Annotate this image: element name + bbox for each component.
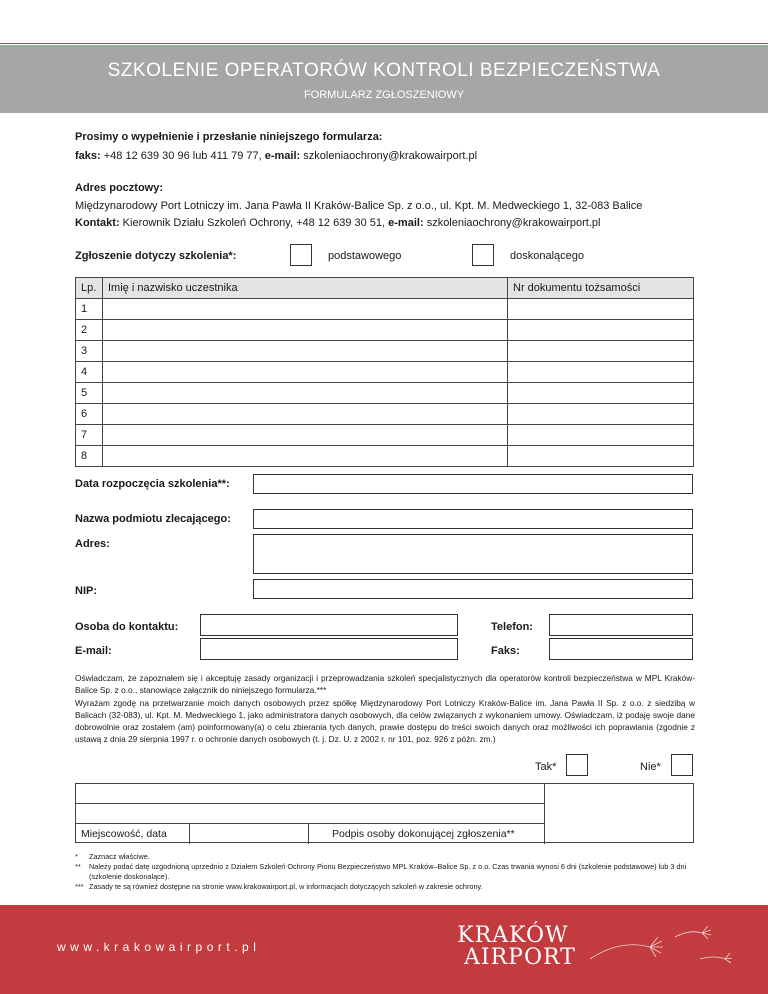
name-cell[interactable]	[103, 446, 508, 467]
basic-training-label: podstawowego	[328, 250, 402, 262]
name-cell[interactable]	[103, 383, 508, 404]
footnote-2-mark: **	[75, 862, 81, 871]
footnote-3	[75, 882, 697, 892]
email-field-label: E-mail:	[75, 645, 112, 657]
footnote-1-text: Zaznacz właściwe.	[89, 852, 150, 861]
row-number: 6	[76, 404, 103, 425]
signature-row[interactable]	[76, 804, 544, 824]
consent-yes-checkbox[interactable]	[566, 754, 588, 776]
advanced-training-checkbox[interactable]	[472, 244, 494, 266]
signature-block	[75, 783, 694, 843]
email-link[interactable]: szkoleniaochrony@krakowairport.pl	[303, 150, 478, 162]
row-number: 7	[76, 425, 103, 446]
dandelion-seeds-icon	[580, 919, 740, 979]
name-cell[interactable]	[103, 320, 508, 341]
phone-field[interactable]	[549, 614, 693, 636]
table-row	[76, 425, 694, 446]
footnote-3-text: Zasady te są również dostępne na stronie www.krakowairport.pl, w informacjach dotyczących szkoleń w zakresie ochrony.	[89, 882, 483, 891]
training-label: Zgłoszenie dotyczy szkolenia*:	[75, 250, 237, 262]
name-cell[interactable]	[103, 341, 508, 362]
signature-divider	[544, 784, 545, 844]
name-cell[interactable]	[103, 404, 508, 425]
contact-person-label: Osoba do kontaktu:	[75, 621, 179, 633]
postal-contact	[75, 216, 601, 231]
document-cell[interactable]	[508, 341, 694, 362]
row-number: 5	[76, 383, 103, 404]
fax-field-label: Faks:	[491, 645, 520, 657]
table-row	[76, 341, 694, 362]
basic-training-checkbox[interactable]	[290, 244, 312, 266]
intro-contact	[75, 149, 477, 164]
document-cell[interactable]	[508, 425, 694, 446]
table-row	[76, 404, 694, 425]
address-label: Adres:	[75, 538, 110, 550]
email-label: e-mail:	[388, 217, 424, 229]
contact-value: Kierownik Działu Szkoleń Ochrony, +48 12 639 30 51,	[122, 217, 386, 229]
col-document: Nr dokumentu tożsamości	[508, 278, 694, 299]
table-row	[76, 299, 694, 320]
place-date-divider	[189, 824, 190, 844]
footnote-1-mark: *	[75, 852, 78, 861]
sign-divider	[308, 824, 309, 844]
declaration-rules: Oświadczam, że zapoznałem się i akceptuję zasady organizacji i przeprowadzania szkoleń specjalistycznych dla operatorów kontroli bezpieczeństwa w MPL Kraków-Balice Sp. z o.o., stanowiące załącznik do niniejszego formularza.***	[75, 673, 695, 695]
fax-label: faks:	[75, 150, 101, 162]
fax-field[interactable]	[549, 638, 693, 660]
document-cell[interactable]	[508, 446, 694, 467]
company-label: Nazwa podmiotu zlecającego:	[75, 513, 231, 525]
name-cell[interactable]	[103, 299, 508, 320]
email-label: e-mail:	[264, 150, 301, 162]
start-date-field[interactable]	[253, 474, 693, 494]
page-footer	[0, 905, 768, 994]
row-number: 1	[76, 299, 103, 320]
nip-field[interactable]	[253, 579, 693, 599]
col-lp: Lp.	[76, 278, 103, 299]
footnote-3-mark: ***	[75, 882, 84, 891]
fax-value: +48 12 639 30 96 lub 411 79 77,	[103, 150, 262, 162]
krakow-airport-logo	[450, 925, 576, 969]
document-cell[interactable]	[508, 362, 694, 383]
form-title: SZKOLENIE OPERATORÓW KONTROLI BEZPIECZEŃSTWA	[107, 60, 661, 81]
postal-address: Międzynarodowy Port Lotniczy im. Jana Pawła II Kraków-Balice Sp. z o.o., ul. Kpt. M. Medweckiego 1, 32-083 Balice	[75, 200, 643, 212]
form-header	[0, 45, 768, 113]
consent-yes-label: Tak*	[535, 761, 557, 773]
row-number: 8	[76, 446, 103, 467]
table-row	[76, 446, 694, 467]
advanced-training-label: doskonalącego	[510, 250, 585, 262]
contact-label: Kontakt:	[75, 217, 120, 229]
place-date-label: Miejscowość, data	[81, 828, 167, 840]
phone-label: Telefon:	[491, 621, 533, 633]
document-cell[interactable]	[508, 320, 694, 341]
footnote-2	[75, 862, 697, 882]
row-number: 4	[76, 362, 103, 383]
contact-person-field[interactable]	[200, 614, 458, 636]
consent-no-label: Nie*	[640, 761, 661, 773]
signature-label: Podpis osoby dokonującej zgłoszenia**	[332, 828, 515, 840]
logo-line-2: AIRPORT	[464, 945, 576, 970]
row-number: 3	[76, 341, 103, 362]
logo-line-1: KRAKÓW	[457, 923, 569, 948]
table-row	[76, 383, 694, 404]
name-cell[interactable]	[103, 362, 508, 383]
footnote-2-text: Należy podać datę uzgodnioną uprzednio z Działem Szkoleń Ochrony Pionu Bezpieczeństwo MPL Kraków–Balice Sp. z o.o. Czas trwania wynosi 6 dni (szkolenie podstawowe) lub 3 dni (szkolenie doskonalące).	[89, 862, 687, 881]
top-rule	[0, 0, 768, 44]
address-field[interactable]	[253, 534, 693, 574]
website-link[interactable]: www.krakowairport.pl	[57, 940, 261, 954]
participants-table	[75, 277, 694, 467]
table-row	[76, 362, 694, 383]
nip-label: NIP:	[75, 585, 97, 597]
postal-label: Adres pocztowy:	[75, 182, 164, 194]
email-link[interactable]: szkoleniaochrony@krakowairport.pl	[426, 217, 601, 229]
document-cell[interactable]	[508, 383, 694, 404]
signature-row[interactable]	[76, 784, 544, 804]
intro-text: Prosimy o wypełnienie i przesłanie niniejszego formularza:	[75, 131, 383, 143]
consent-no-checkbox[interactable]	[671, 754, 693, 776]
form-subtitle: FORMULARZ ZGŁOSZENIOWY	[303, 89, 465, 101]
row-number: 2	[76, 320, 103, 341]
document-cell[interactable]	[508, 299, 694, 320]
table-header-row	[76, 278, 694, 299]
name-cell[interactable]	[103, 425, 508, 446]
document-cell[interactable]	[508, 404, 694, 425]
company-field[interactable]	[253, 509, 693, 529]
email-field[interactable]	[200, 638, 458, 660]
start-date-label: Data rozpoczęcia szkolenia**:	[75, 478, 230, 490]
col-name: Imię i nazwisko uczestnika	[103, 278, 508, 299]
footnote-1	[75, 852, 697, 862]
table-row	[76, 320, 694, 341]
declaration-consent: Wyrażam zgodę na przetwarzanie moich danych osobowych przez spółkę Międzynarodowy Port Lotniczy Kraków-Balice im. Jana Pawła II Sp. z o.o. z siedzibą w Balicach (32-083), ul. Kpt. M. Medweckiego 1, jako administratora danych osobowych, dla celów związanych z wykonaniem umowy. Oświadczam, iż podaję swoje dane dobrowolnie oraz zostałem (am) poinformowany(a) o celu zbierania tych danych, prawie dostępu do treści swoich danych oraz możliwości ich poprawiania (zgodnie z ustawą z dnia 29 sierpnia 1997 r. o ochronie danych osobowych (t. j. Dz. U. z 2002 r. nr 101, poz. 926 z późn. zm.)	[75, 698, 695, 744]
